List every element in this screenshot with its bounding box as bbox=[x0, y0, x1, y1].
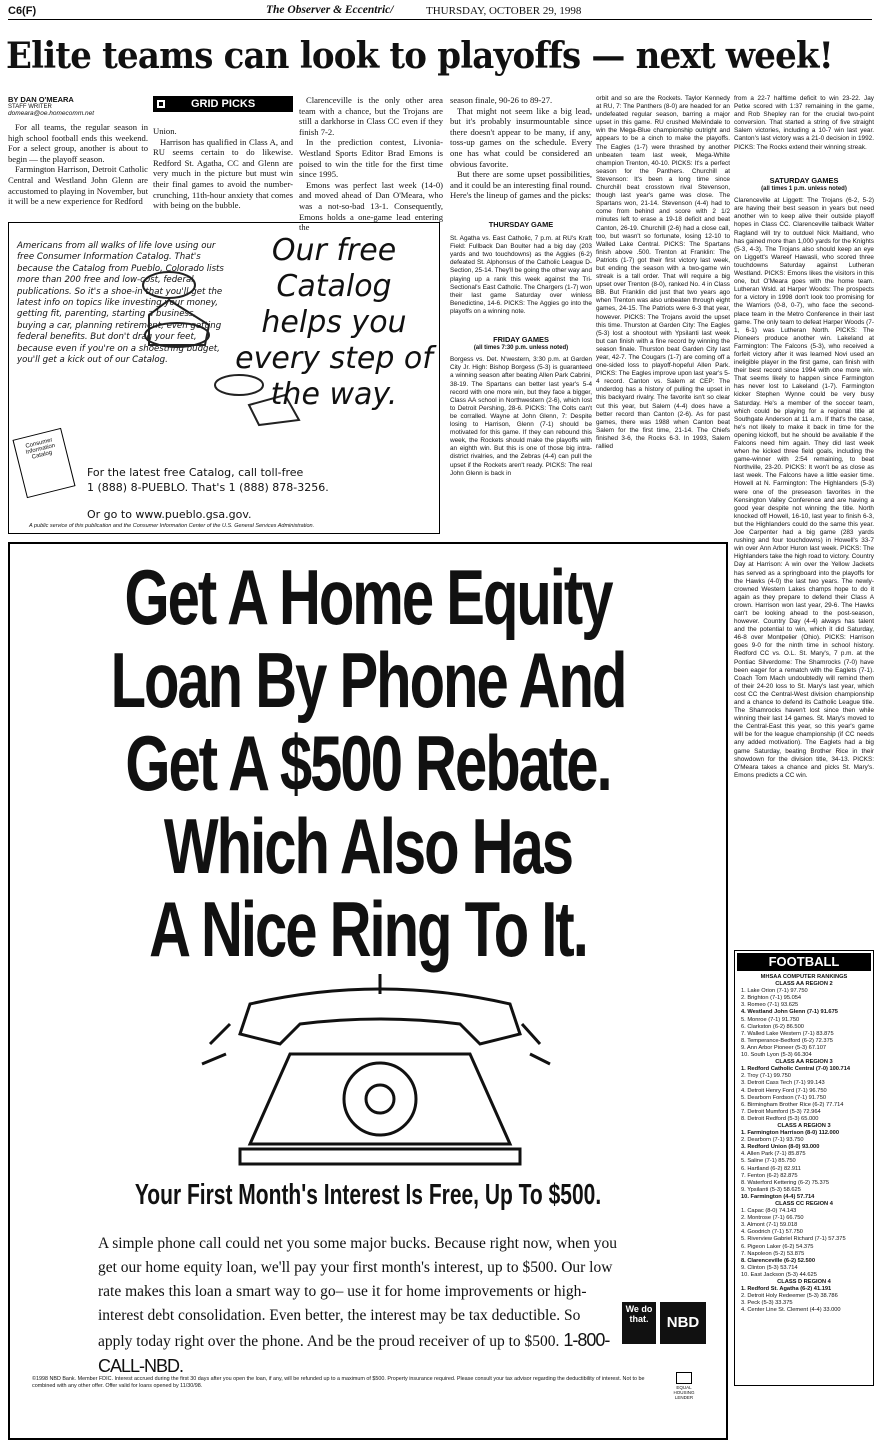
rankings-row: 9. Ypsilanti (5-3) 58.625 bbox=[741, 1186, 801, 1193]
grid-picks-label: GRID PICKS bbox=[191, 98, 256, 110]
page-date: THURSDAY, OCTOBER 29, 1998 bbox=[426, 5, 582, 17]
we-do-that-logo: We do that. bbox=[622, 1302, 656, 1344]
catalog-slogan: Our free Catalog helps you every step of the way. bbox=[235, 233, 433, 412]
rankings-row: 3. Peck (5-3) 33.375 bbox=[741, 1300, 793, 1307]
rankings-row: 2. Troy (7-1) 99.750 bbox=[741, 1073, 791, 1080]
rankings-section-heading: CLASS CC REGION 4 bbox=[775, 1201, 833, 1207]
article-paragraph: season finale, 90-26 to 89-27. bbox=[450, 95, 553, 105]
catalog-lead: Americans from all walks of life love using our free Consumer Information Catalog. That's because the Catalog from Pueblo, Colorado lists more than 200 free and low-cost, federal publications. So it's a shoe-in that you'll get the latest info on topics like investing your money, getting fit, parenting, starting a business, buying a car, planning retirement, even getting federal benefits. But don't drag your feet, because even if you're on a shoestring budget, you'll get a kick out of our Catalog. bbox=[17, 241, 224, 366]
friday-heading: FRIDAY GAMES bbox=[493, 335, 549, 345]
rankings-row: 10. South Lyon (5-3) 66.304 bbox=[741, 1052, 812, 1059]
nbd-logo: NBD bbox=[660, 1302, 706, 1344]
rankings-title: FOOTBALL bbox=[737, 953, 871, 971]
catalog-footer: A public service of this publication and the Consumer Information Center of the U.S. General Services Administration. bbox=[29, 523, 315, 529]
article-column-6 bbox=[734, 95, 874, 947]
friday-text: Borgess vs. Det. N'western, 3:30 p.m. at Garden City Jr. High: Bishop Borgess (5-3) is guaranteed a winning season after beating Allen Park Cabrini, 38-19. The Spartans can better last year's 5-4 record with one more win, but they face a bigger, Class AA school in Northwestern (2-6), which lost to Detroit Pershing, 28-6. PICKS: The Colts can't be corralled. Wayne at John Glenn, 7: Despite losing to Harrison, Glenn (7-1) should be motivated for this game. If they can rebound this week, the Rockets should make the playoffs with an eighth win. But this is one of those big intra-district rivalries, and the Zebras (4-4) can pull the upset if the Rockets aren't ready. PICKS: The real John Glenn is back in bbox=[450, 356, 592, 477]
article-paragraph: In the prediction contest, Livonia-Westland Sports Editor Brad Emons is poised to win the title for the first time since 1995. bbox=[299, 137, 443, 180]
rankings-row: 6. Birmingham Brother Rice (6-2) 77.714 bbox=[741, 1101, 844, 1108]
article-paragraph: Emons was perfect last week (14-0) and moved ahead of Dan O'Meara, who was a not-so-bad 13-1. Consequently, Emons holds a one-game lead entering the bbox=[299, 179, 443, 233]
rankings-row: 4. Goodrich (7-1) 57.750 bbox=[741, 1229, 803, 1236]
article-paragraph: Farmington Harrison, Detroit Catholic Central and Westland John Glenn are accustomed to playing in November, but it will be a new experience for Redford bbox=[8, 164, 148, 207]
rankings-row: 6. Clarkston (6-2) 86.500 bbox=[741, 1023, 804, 1030]
rankings-row: 8. Detroit Redford (5-3) 65.000 bbox=[741, 1115, 819, 1122]
thursday-heading: THURSDAY GAME bbox=[488, 220, 554, 229]
rankings-row: 2. Brighton (7-1) 95.054 bbox=[741, 995, 802, 1002]
page-header bbox=[8, 4, 872, 20]
bank-ad-subhead: Your First Month's Interest Is Free, Up To $500. bbox=[134, 1179, 602, 1211]
article-column-3 bbox=[299, 95, 443, 233]
rankings-row: 3. Romeo (7-1) 93.625 bbox=[741, 1002, 799, 1009]
rankings-box bbox=[734, 950, 874, 1386]
rankings-row: 4. Allen Park (7-1) 85.875 bbox=[741, 1151, 806, 1158]
article-column-5: orbit and so are the Rockets. Taylor Kennedy at RU, 7: The Panthers (8-0) are headed for an undefeated regular season, barring a major upset in this game. RU crushed Melvindale to win the Mega-Blue championship outright and appears to be a cinch to make the playoffs. The Eagles (1-7) were thrashed by another unbeaten team last week, Mega-White champion Trenton, 40-10. PICKS: It's a perfect season for the Panthers. Churchill at Stevenson: It's been a long time since Churchill beat crosstown rival Stevenson, though last year's game was close. The Spartans won, 21-14. Stevenson (4-4) had to come from behind and score with 2 1/2 minutes left to erase a 19-18 deficit and beat Canton, 26-19. Churchill (2-6) had a close call, too, but wasn't so fortunate, losing 12-10 to Walled Lake Central. PICKS: The Spartans finish above .500. Trenton at Franklin: The Patriots (1-7) got their first victory last week, but ending the season with a two-game win streak is a tall order. That will require a big upset over Trenton (8-0), ranked No. 4 in Class BB. But Franklin did just that two years ago when Trenton was also unbeaten through eight games, 24-15. The Patriots were 6-3 that year, however. PICKS: The Trojans avoid the upset this time. Thurston at Garden City: The Eagles (5-3) lost a shootout with Ypsilanti last week but can finish with a fine record by winning the season finale. Thurston beat Garden City last year, 42-7. The Cougars (1-7) are coming off a one-sided loss to playoff-hopeful Allen Park. PICKS: The Eagles improve upon last year's 5-4 record. Canton vs. Salem at CEP: The underdog has a history of pulling the upset in this backyard rivalry. The favorite isn't so clear cut this year, but Salem (4-4) does have a better record than Canton (2-6). As for past games, there was 1988 when Canton beat Salem for the first time, 21-14. The Chiefs finished 3-6, the Rocks 6-3. In 1993, Salem rallied bbox=[596, 95, 730, 451]
rankings-row: 7. Detroit Mumford (5-3) 72.964 bbox=[741, 1108, 821, 1115]
page-number: C6(F) bbox=[8, 5, 37, 17]
rankings-row: 7. Walled Lake Western (7-1) 83.875 bbox=[741, 1030, 834, 1037]
bank-ad-line: Loan By Phone And bbox=[110, 636, 626, 725]
bank-ad-line: Which Also Has bbox=[163, 802, 573, 891]
bank-ad-fineprint: ©1998 NBD Bank. Member FDIC. Interest accrued during the first 30 days after you open the loan, if any, will be refunded up to a maximum of $500. Property insurance required. Please consult your tax advisor regarding the deductibility of interest. Not to be combined with any other offer. Offer valid for loans opened by 11/30/98. bbox=[32, 1376, 645, 1389]
article-column-4 bbox=[450, 95, 592, 535]
telephone-icon bbox=[190, 984, 570, 1174]
catalog-badge-label: Consumer Information Catalog bbox=[25, 437, 56, 461]
catalog-phone: 1 (888) 8-PUEBLO. bbox=[87, 481, 189, 494]
rankings-section-heading: CLASS A REGION 3 bbox=[777, 1122, 831, 1129]
rankings-list bbox=[735, 974, 873, 1315]
rankings-row: 9. Clinton (5-3) 53.714 bbox=[741, 1264, 798, 1271]
byline-email: domeara@oe.homecomm.net bbox=[8, 110, 95, 117]
equal-housing-label: EQUAL HOUSING LENDER bbox=[673, 1385, 695, 1400]
rankings-row: 1. Lake Orion (7-1) 97.750 bbox=[741, 988, 808, 995]
rankings-row: 6. Hartland (6-2) 82.911 bbox=[741, 1165, 801, 1172]
article-paragraph: But there are some upset possibilities, and it could be an interesting final round. Here's the lineup of games and the picks: bbox=[450, 169, 592, 201]
catalog-call-label: For the latest free Catalog, call toll-free bbox=[87, 466, 304, 479]
article-paragraph: That might not seem like a big lead, but it's probably insurmountable since there doesn't appear to be many, if any, toss-up games on the schedule. Every one has what could be considered an obvious favorite. bbox=[450, 105, 592, 169]
rankings-row: 7. Napoleon (5-2) 53.875 bbox=[741, 1250, 805, 1257]
rankings-subtitle: MHSAA COMPUTER RANKINGS bbox=[760, 974, 848, 980]
rankings-row: 2. Montrose (7-1) 66.750 bbox=[741, 1215, 804, 1222]
saturday-subheading: (all times 1 p.m. unless noted) bbox=[761, 186, 847, 193]
house-icon bbox=[676, 1372, 692, 1384]
equal-housing-lender bbox=[668, 1372, 700, 1400]
rankings-section-heading: CLASS AA REGION 2 bbox=[775, 981, 833, 988]
rankings-row: 5. Riverview Gabriel Richard (7-1) 57.375 bbox=[741, 1236, 846, 1243]
bank-ad-copy: A simple phone call could net you some major bucks. Because right now, when you get our home equity loan, we'll pay your first month's interest, up to $500. Our low rate makes this loan a smart way to go– use it for home improvements or high-interest debt consolidation. Even better, the interest may be tax deductible. So apply today right over the phone. And be the proud receiver of up to $500. bbox=[98, 1235, 618, 1350]
byline bbox=[8, 95, 148, 117]
rankings-row: 7. Fenton (6-2) 82.875 bbox=[741, 1172, 798, 1179]
article-paragraph: Union. bbox=[153, 126, 177, 136]
rankings-row: 8. Clarenceville (6-2) 52.500 bbox=[741, 1257, 815, 1264]
bank-ad-line: A Nice Ring To It. bbox=[149, 885, 587, 974]
football-icon bbox=[157, 100, 165, 108]
article-column-2 bbox=[153, 126, 293, 216]
catalog-web: Or go to www.pueblo.gsa.gov. bbox=[87, 508, 252, 521]
rankings-row: 2. Dearborn (7-1) 93.750 bbox=[741, 1137, 804, 1144]
catalog-phone-numeric: That's 1 (888) 878-3256. bbox=[191, 481, 329, 494]
rankings-row: 1. Capac (8-0) 74.143 bbox=[741, 1208, 797, 1215]
rankings-row: 8. Temperance-Bedford (6-2) 72.375 bbox=[741, 1037, 833, 1044]
rankings-row: 2. Detroit Holy Redeemer (5-3) 38.786 bbox=[741, 1293, 838, 1300]
paper-name: The Observer & Eccentric/ bbox=[266, 4, 394, 16]
rankings-row: 3. Almont (7-1) 59.018 bbox=[741, 1222, 798, 1229]
rankings-section-heading: CLASS D REGION 4 bbox=[777, 1279, 831, 1286]
bank-ad-line: Get A $500 Rebate. bbox=[125, 719, 611, 808]
rankings-row: 3. Redford Union (8-0) 93.000 bbox=[741, 1144, 820, 1151]
rankings-row: 4. Westland John Glenn (7-1) 91.675 bbox=[741, 1009, 838, 1016]
rankings-row: 1. Redford St. Agatha (6-2) 41.191 bbox=[741, 1286, 832, 1293]
byline-role: STAFF WRITER bbox=[8, 104, 52, 110]
rankings-row: 1. Farmington Harrison (8-0) 112.000 bbox=[741, 1130, 839, 1137]
rankings-row: 5. Dearborn Fordson (7-1) 91.750 bbox=[741, 1094, 827, 1101]
article-paragraph: Clarenceville is the only other area team with a chance, but the Trojans are still a darkhorse in Class CC even if they finish 7-2. bbox=[299, 95, 443, 137]
bank-ad bbox=[8, 542, 728, 1440]
rankings-row: 6. Pigeon Laker (6-2) 54.375 bbox=[741, 1243, 814, 1250]
col6-text: from a 22-7 halftime deficit to win 23-22. Jay Petke scored with 1:37 remaining in the game, and Rob Shepley ran for the crucial two-point conversion. That started a string of five straight Salem victories, including a 10-7 win last year. Canton's last victory was a 21-0 decision in 1992. PICKS: The Rocks extend their winning streak. bbox=[734, 95, 874, 151]
catalog-call bbox=[87, 465, 427, 495]
bank-ad-line: Get A Home Equity bbox=[124, 553, 612, 642]
saturday-text: Clarenceville at Liggett: The Trojans (6-2, 5-2) are having their best season in years but need another win to keep alive their outside playoff hopes in Class CC. Clarenceville tailback Walter Ragland will try to outduel Nick Maitland, who has gained more than 1,000 yards for the Knights (5-3, 4-3). The Trojans also should keep an eye on Liggett's Wareef Hawasli, who scored three touchdowns Saturday against Lutheran Westland. PICKS: Emons likes the visitors in this one, but O'Meara goes with the home team. Lutheran Wsld. at Harper Woods: The prospects for a victory in 1998 don't look too promising for the Warriors (0-8, 0-7), who face the second-place team in the Metro Conference in their last game. The only team to defeat Harper Woods (7-1, 6-1) was Lutheran North. PICKS: The Pioneers produce another win. Lakeland at Farmington: The Falcons (5-3), who received a forfeit victory after it was learned Novi used an ineligible player in the first game, can finish with their best record since 1994 with one more win. That seems likely to happen since Farmington has never lost to Lakeland (1-7). Farmington kicker Stephen Wynne could be very busy Saturday. He's a member of the soccer team, which could be playing for a regional title at Southgate Anderson at 11 a.m. If that's the case, he's not likely to make it back in time for the opening kickoff, but he should be available if the Falcons need him again. They did last week when he kicked three field goals, including the game-winner with 2:54 remaining, to beat Northville, 23-20. PICKS: It won't be as close as last week. The Falcons have a little easier time. Howell at N. Farmington: The Highlanders (5-3) were one of the preseason favorites in the Kensington Valley Conference and are having a good year despite not winning the title. North knocked off Howell, 16-10, last year to finish 6-3, but the Highlanders could do the same this year. Joe Carpenter had a big game (283 yards rushing and four touchdowns) in Howell's 33-7 win over Ann Arbor Huron last week. PICKS: The Highlanders take the high road to victory. Country Day at Harrison: A win over the Yellow Jackets has served as a springboard into the playoffs for the Hawks (4-0) the last two years. The newly-crowned Western Lakes champs hope to do it again as they prepare to defend their Class A crown. Harrison won last year, 29-6. The Hawks can't be looking ahead to the post-season, however. Country Day (4-4) always has talent and the potential to win, which it did Saturday, 46-8 over Montpelier (Ohio). PICKS: Harrison goes 9-0 for the ninth time in school history. Redford CC vs. O.L. St. Mary's, 7 p.m. at the Pontiac Silverdome: The Shamrocks (7-0) have been eager for a rematch with the Eaglets (7-1). Coach Tom Mach undoubtedly will remind them of their 24-20 loss to St. Mary's last year, which cost CC the Central-West division championship and a chance to defend its Catholic League title. The Shamrocks haven't lost since then while winning their last 14 games. St. Mary's moved to the Central-East this year, so this year's game will be for the league championship (if CC needs any added motivation). The Eaglets had a big game Saturday, beating Brother Rice in their showdown for the division title, 34-13. PICKS: O'Meara takes a chance and picks St. Mary's. Emons predicts a CC win. bbox=[734, 197, 874, 779]
rankings-row: 8. Waterford Kettering (6-2) 75.375 bbox=[741, 1179, 829, 1186]
rankings-row: 3. Detroit Cass Tech (7-1) 99.143 bbox=[741, 1080, 825, 1087]
rankings-row: 4. Center Line St. Clement (4-4) 33.000 bbox=[741, 1307, 841, 1314]
rankings-row: 10. East Jackson (5-3) 44.625 bbox=[741, 1271, 817, 1278]
grid-picks-banner bbox=[153, 96, 293, 112]
friday-subheading: (all times 7:30 p.m. unless noted) bbox=[473, 345, 569, 352]
bank-ad-body bbox=[98, 1232, 618, 1380]
article-column-1 bbox=[8, 122, 148, 214]
catalog-ad bbox=[8, 222, 440, 534]
rankings-row: 9. Ann Arbor Pioneer (5-3) 67.107 bbox=[741, 1044, 827, 1051]
rankings-row: 1. Redford Catholic Central (7-0) 100.714 bbox=[741, 1066, 851, 1073]
article-paragraph: For all teams, the regular season in high school football ends this weekend. For a select group, another is about to begin — the playoff season. bbox=[8, 122, 148, 164]
bank-ad-headline bbox=[10, 553, 726, 974]
rankings-row: 5. Saline (7-1) 85.750 bbox=[741, 1158, 796, 1165]
rankings-row: 5. Monroe (7-1) 91.750 bbox=[741, 1016, 800, 1023]
rankings-section-heading: CLASS AA REGION 3 bbox=[775, 1059, 833, 1066]
headline: Elite teams can look to playoffs — next week! bbox=[6, 34, 833, 78]
saturday-heading: SATURDAY GAMES bbox=[769, 176, 839, 185]
article-paragraph: Harrison has qualified in Class A, and RU seems certain to do likewise. Redford St. Agatha, CC and Glenn are very much in the picture but must win their final games to avoid the number-crunching, 11th-hour anxiety that comes with being on the bubble. bbox=[153, 136, 293, 211]
bank-ad-phone: 1-800-CALL-NBD. bbox=[98, 1330, 610, 1376]
rankings-row: 4. Detroit Henry Ford (7-1) 96.750 bbox=[741, 1087, 827, 1094]
thursday-text: St. Agatha vs. East Catholic, 7 p.m. at RU's Kraft Field: Fullback Dan Boulter had a big day (203 yards and two touchdowns) as the Aggies (6-2) defeated St. Alphonsus of the Catholic League D-Section, 25-14. They'll be going the other way and playing up a rank this week against the Tri-Sectional's East Catholic. The Chargers (1-7) won their last game Saturday over winless Benedictine, 14-6. PICKS: The Aggies go into the playoffs on a winning note. bbox=[450, 235, 592, 315]
byline-name: BY DAN O'MEARA bbox=[8, 95, 74, 104]
rankings-row: 10. Farmington (4-4) 57.714 bbox=[741, 1193, 815, 1200]
